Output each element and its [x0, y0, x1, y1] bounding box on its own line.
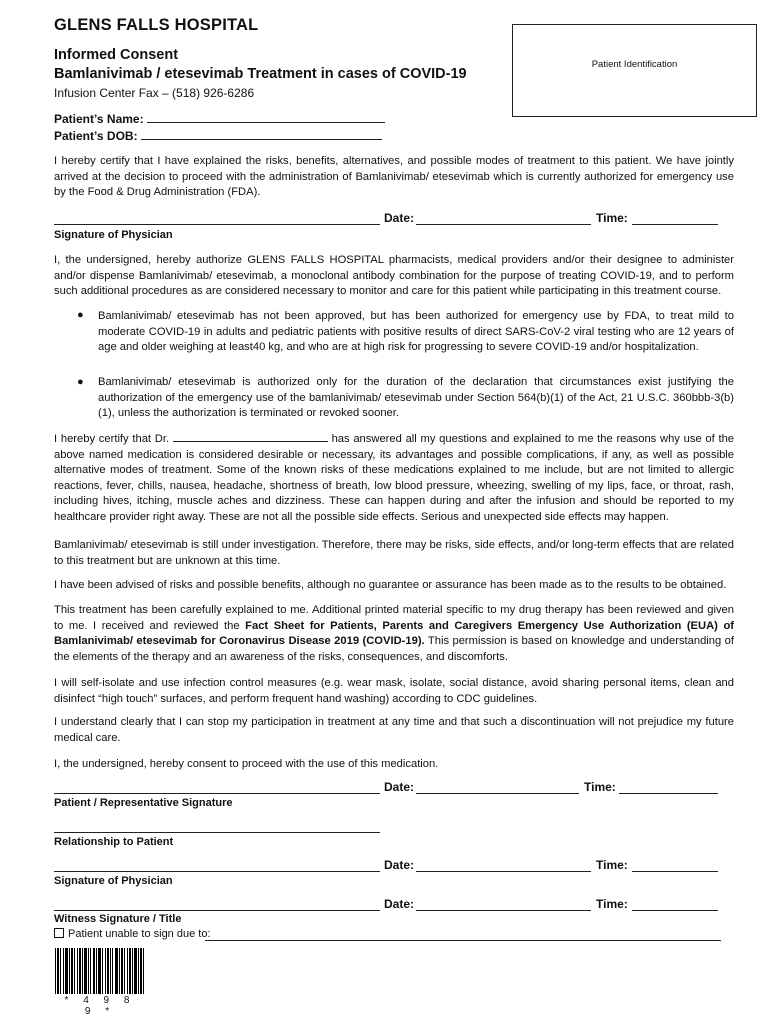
time-field-2[interactable] [619, 793, 718, 794]
date-label-2: Date: [384, 780, 415, 794]
relationship-line[interactable] [54, 832, 380, 833]
signature-physician-label-2: Signature of Physician [54, 875, 173, 887]
date-label-3: Date: [384, 858, 415, 872]
time-field-3[interactable] [632, 871, 718, 872]
unable-to-sign-label: Patient unable to sign due to: [68, 928, 211, 940]
isolation-text: I will self-isolate and use infection control measures (e.g. wear mask, isolate, social distance, avoid sharing personal items, clean and disinfect “high touch” surfaces, and perform frequent hand washing) according to CDC guidelines. [54, 677, 734, 705]
relationship-label: Relationship to Patient [54, 836, 174, 848]
signature-physician-label-1: Signature of Physician [54, 229, 173, 241]
patient-dob-label: Patient’s DOB: [54, 129, 138, 143]
consent-statement: I, the undersigned, hereby consent to proceed with the use of this medication. [54, 758, 439, 770]
barcode-number: * 4 9 8 9 * [64, 995, 136, 1017]
patient-name-row [54, 111, 385, 126]
stop-treatment-text: I understand clearly that I can stop my participation in treatment at any time and that such a discontinuation will not prejudice my future medical care. [54, 716, 734, 744]
time-label-3: Time: [596, 858, 628, 872]
unable-to-sign-row [54, 928, 211, 940]
bullet-item-1: Bamlanivimab/ etesevimab has not been approved, but has been authorized for emergency use by FDA, to treat mild to moderate COVID-19 in adults and pediatric patients with positive results of direct SARS-CoV-2 viral testing who are 12 years of age and older weighing at least40 kg, and who are at high risk for progressing to severe COVID-19 and/or hospitalization. [98, 310, 734, 354]
fact-sheet-conclusion: This permission is based on knowledge and understanding of the elements of the therapy and an awareness of the risks, consequences, and discomforts. [54, 635, 734, 663]
date-field-2[interactable] [416, 793, 579, 794]
authorization-text: I, the undersigned, hereby authorize GLENS FALLS HOSPITAL pharmacists, medical providers and/or their designee to administer and/or dispense Bamlanivimab/ etesevimab, a monoclonal antibody combination for the purpose of treating COVID-19, and to perform such additional procedures as are considered necessary to monitor and care for this patient while participating in this treatment course. [54, 254, 734, 298]
time-label-1: Time: [596, 211, 628, 225]
bullet-icon: ● [77, 376, 84, 388]
patient-name-field[interactable] [147, 111, 385, 123]
patient-id-label: Patient Identification [591, 59, 678, 70]
bullet-item-2: Bamlanivimab/ etesevimab is authorized only for the duration of the declaration that circumstances exist justifying the authorization of the emergency use of the bamlanivimab/ etesevimab under Section 564(b)(1) of the Act, 21 U.S.C. 360bbb-3(b)(1), unless the authorization is terminated or revoked sooner. [98, 376, 734, 420]
physician-signature-line-1[interactable] [54, 224, 380, 225]
patient-dob-field[interactable] [141, 128, 382, 140]
form-title: Informed Consent [54, 47, 179, 63]
unable-to-sign-checkbox[interactable] [54, 928, 64, 938]
bullet-icon: ● [77, 309, 84, 321]
patient-name-label: Patient’s Name: [54, 112, 144, 126]
barcode-icon [55, 948, 145, 994]
date-field-1[interactable] [416, 224, 591, 225]
fact-sheet-text [54, 603, 734, 665]
doctor-name-field[interactable] [173, 432, 328, 442]
patient-dob-row [54, 128, 382, 143]
investigation-text: Bamlanivimab/ etesevimab is still under investigation. Therefore, there may be risks, side effects, and/or long-term effects that are related to this treatment but are unknown at this time. [54, 539, 734, 567]
physician-signature-line-2[interactable] [54, 871, 380, 872]
time-label-4: Time: [596, 897, 628, 911]
doctor-explanation-text [54, 432, 734, 526]
patient-signature-line[interactable] [54, 793, 380, 794]
time-label-2: Time: [584, 780, 616, 794]
date-field-3[interactable] [416, 871, 591, 872]
patient-signature-label: Patient / Representative Signature [54, 797, 233, 809]
date-label-4: Date: [384, 897, 415, 911]
time-field-4[interactable] [632, 910, 718, 911]
doctor-explanation-body: has answered all my questions and explained to me the reasons why use of the above named medication is considered desirable or necessary, its advantages and possible complications, if any, as well as possible alternative modes of treatment. Some of the known risks of these medications explained to me include, but are not limited to allergic reactions, fever, chills, nausea, headache, shortness of breath, low blood pressure, wheezing, swelling of my lips, face, or throat, rash, including hives, itching, muscle aches and dizziness. These can happen during and after the infusion and should be reported to my healthcare provider right away. These are not all the possible side effects. Serious and unexpected side effects may happen. [54, 433, 735, 523]
doctor-explanation-intro: I hereby certify that Dr. [54, 433, 170, 445]
form-subtitle: Bamlanivimab / etesevimab Treatment in cases of COVID-19 [54, 66, 467, 82]
date-field-4[interactable] [416, 910, 591, 911]
witness-label: Witness Signature / Title [54, 913, 182, 925]
fact-sheet-intro: This treatment has been carefully explained to me. Additional printed material specific to my drug therapy has been reviewed and given to me. I received and reviewed the [54, 604, 734, 632]
physician-certification-text: I hereby certify that I have explained the risks, benefits, alternatives, and possible modes of treatment to this patient. We have jointly arrived at the decision to proceed with the administration of Bamlanivimab/ etesevimab which is currently authorized for emergency use by the Food & Drug Administration (FDA). [54, 155, 734, 199]
time-field-1[interactable] [632, 224, 718, 225]
fact-sheet-title: Fact Sheet for Patients, Parents and Caregivers Emergency Use Authorization (EUA) of Bamlanivimab/ etesevimab for Coronavirus Disease 2019 (COVID-19). [54, 619, 735, 648]
patient-id-box[interactable] [512, 24, 757, 117]
fax-number: Infusion Center Fax – (518) 926-6286 [54, 86, 255, 100]
date-label-1: Date: [384, 211, 415, 225]
advised-text: I have been advised of risks and possible benefits, although no guarantee or assurance has been made as to the results to be obtained. [54, 579, 727, 591]
unable-reason-line[interactable] [205, 940, 721, 941]
witness-signature-line[interactable] [54, 910, 380, 911]
hospital-name: GLENS FALLS HOSPITAL [54, 16, 259, 34]
